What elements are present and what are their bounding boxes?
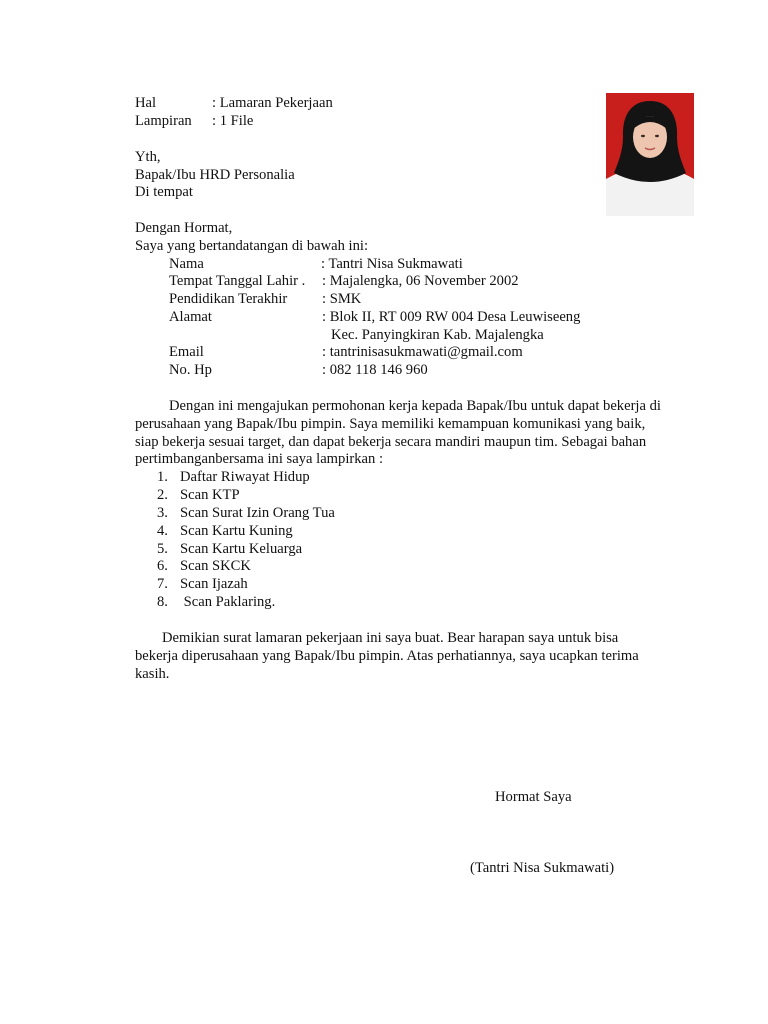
- lampiran-value: : 1 File: [212, 113, 254, 129]
- list-item-number: 2.: [157, 487, 168, 503]
- ttl-value: : Majalengka, 06 November 2002: [322, 273, 519, 289]
- body-line-4: pertimbanganbersama ini saya lampirkan :: [135, 451, 384, 467]
- signature-salutation: Hormat Saya: [495, 789, 572, 805]
- list-item: Scan KTP: [180, 487, 240, 503]
- pendidikan-value: : SMK: [322, 291, 362, 307]
- recipient-place: Di tempat: [135, 184, 193, 200]
- list-item-number: 8.: [157, 594, 168, 610]
- list-item: Scan Kartu Kuning: [180, 523, 293, 539]
- list-item-number: 3.: [157, 505, 168, 521]
- body-line-2: perusahaan yang Bapak/Ibu pimpin. Saya memiliki kemampuan komunikasi yang baik,: [135, 416, 646, 432]
- alamat-value-2: Kec. Panyingkiran Kab. Majalengka: [331, 327, 544, 343]
- list-item-number: 6.: [157, 558, 168, 574]
- closing-line-3: kasih.: [135, 666, 170, 682]
- list-item: Scan SKCK: [180, 558, 251, 574]
- intro-line: Saya yang bertandatangan di bawah ini:: [135, 238, 369, 254]
- photo-eye-right: [655, 135, 659, 137]
- applicant-photo: [606, 93, 694, 216]
- body-line-3: siap bekerja sesuai target, dan dapat bekerja secara mandiri maupun tim. Sebagai bahan: [135, 434, 647, 450]
- hp-value: : 082 118 146 960: [322, 362, 428, 378]
- lampiran-label: Lampiran: [135, 113, 192, 129]
- list-item-number: 1.: [157, 469, 168, 485]
- recipient-yth: Yth,: [135, 149, 161, 165]
- hp-label: No. Hp: [169, 362, 212, 378]
- email-label: Email: [169, 344, 204, 360]
- pendidikan-label: Pendidikan Terakhir: [169, 291, 288, 307]
- closing-line-1: Demikian surat lamaran pekerjaan ini saya buat. Bear harapan saya untuk bisa: [162, 630, 619, 646]
- signature-name: (Tantri Nisa Sukmawati): [470, 860, 615, 876]
- recipient-hrd: Bapak/Ibu HRD Personalia: [135, 167, 295, 183]
- body-line-1: Dengan ini mengajukan permohonan kerja kepada Bapak/Ibu untuk dapat bekerja di: [169, 398, 661, 414]
- nama-label: Nama: [169, 256, 204, 272]
- hal-label: Hal: [135, 95, 157, 111]
- alamat-label: Alamat: [169, 309, 212, 325]
- photo-eye-left: [641, 135, 645, 137]
- list-item-number: 7.: [157, 576, 168, 592]
- list-item-number: 4.: [157, 523, 168, 539]
- ttl-label: Tempat Tanggal Lahir .: [169, 273, 306, 289]
- list-item: Daftar Riwayat Hidup: [180, 469, 310, 485]
- list-item: Scan Surat Izin Orang Tua: [180, 505, 335, 521]
- nama-value: : Tantri Nisa Sukmawati: [321, 256, 463, 272]
- greeting: Dengan Hormat,: [135, 220, 233, 236]
- list-item: Scan Paklaring.: [180, 594, 276, 610]
- list-item: Scan Ijazah: [180, 576, 248, 592]
- list-item: Scan Kartu Keluarga: [180, 541, 303, 557]
- applicant-portrait: [606, 93, 694, 216]
- list-item-number: 5.: [157, 541, 168, 557]
- email-value: : tantrinisasukmawati@gmail.com: [322, 344, 523, 360]
- closing-line-2: bekerja diperusahaan yang Bapak/Ibu pimpin. Atas perhatiannya, saya ucapkan terima: [135, 648, 639, 664]
- alamat-value-1: : Blok II, RT 009 RW 004 Desa Leuwiseeng: [322, 309, 581, 325]
- hal-value: : Lamaran Pekerjaan: [212, 95, 333, 111]
